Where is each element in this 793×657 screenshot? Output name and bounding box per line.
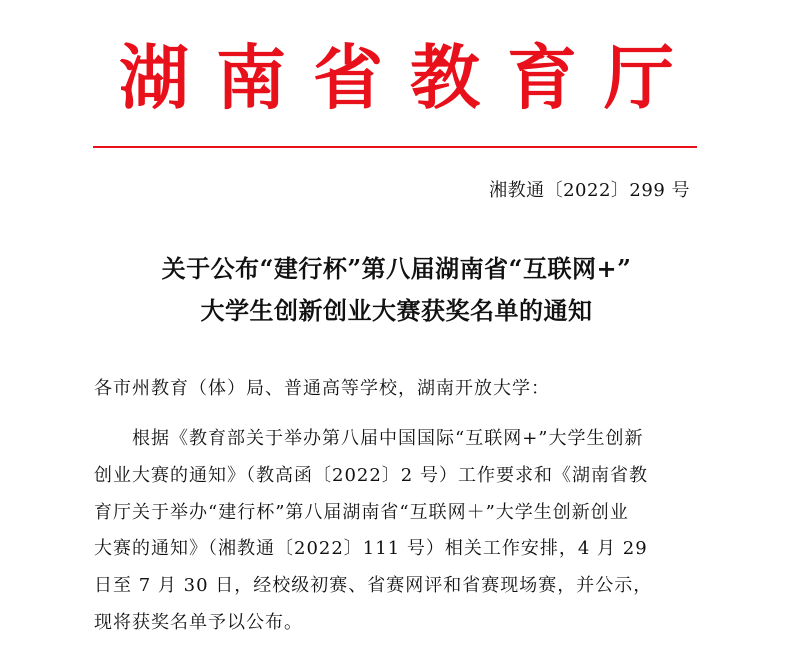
body-line-2: 创业大赛的通知》（教高函〔2022〕2 号）工作要求和《湖南省教 xyxy=(94,464,648,486)
salutation: 各市州教育（体）局、普通高等学校，湖南开放大学： xyxy=(94,378,550,399)
issuer-masthead: 湖南省教育厅 xyxy=(119,36,701,119)
body-line-1: 根据《教育部关于举办第八届中国国际“互联网+”大学生创新 xyxy=(94,428,644,449)
title-line-1: 关于公布“建行杯”第八届湖南省“互联网+” xyxy=(161,254,632,283)
document-number: 湘教通〔2022〕299 号 xyxy=(489,180,690,201)
body-paragraph xyxy=(94,421,714,642)
body-line-3: 育厅关于举办“建行杯”第八届湖南省“互联网＋”大学生创新创业 xyxy=(94,501,629,523)
body-line-4: 大赛的通知》（湘教通〔2022〕111 号）相关工作安排，4 月 29 xyxy=(94,538,648,560)
body-line-6: 现将获奖名单予以公布。 xyxy=(94,611,303,633)
title-line-2: 大学生创新创业大赛获奖名单的通知 xyxy=(200,296,593,325)
red-divider-line xyxy=(93,146,697,148)
body-line-5: 日至 7 月 30 日，经校级初赛、省赛网评和省赛现场赛，并公示， xyxy=(94,575,653,597)
document-title xyxy=(0,248,793,332)
